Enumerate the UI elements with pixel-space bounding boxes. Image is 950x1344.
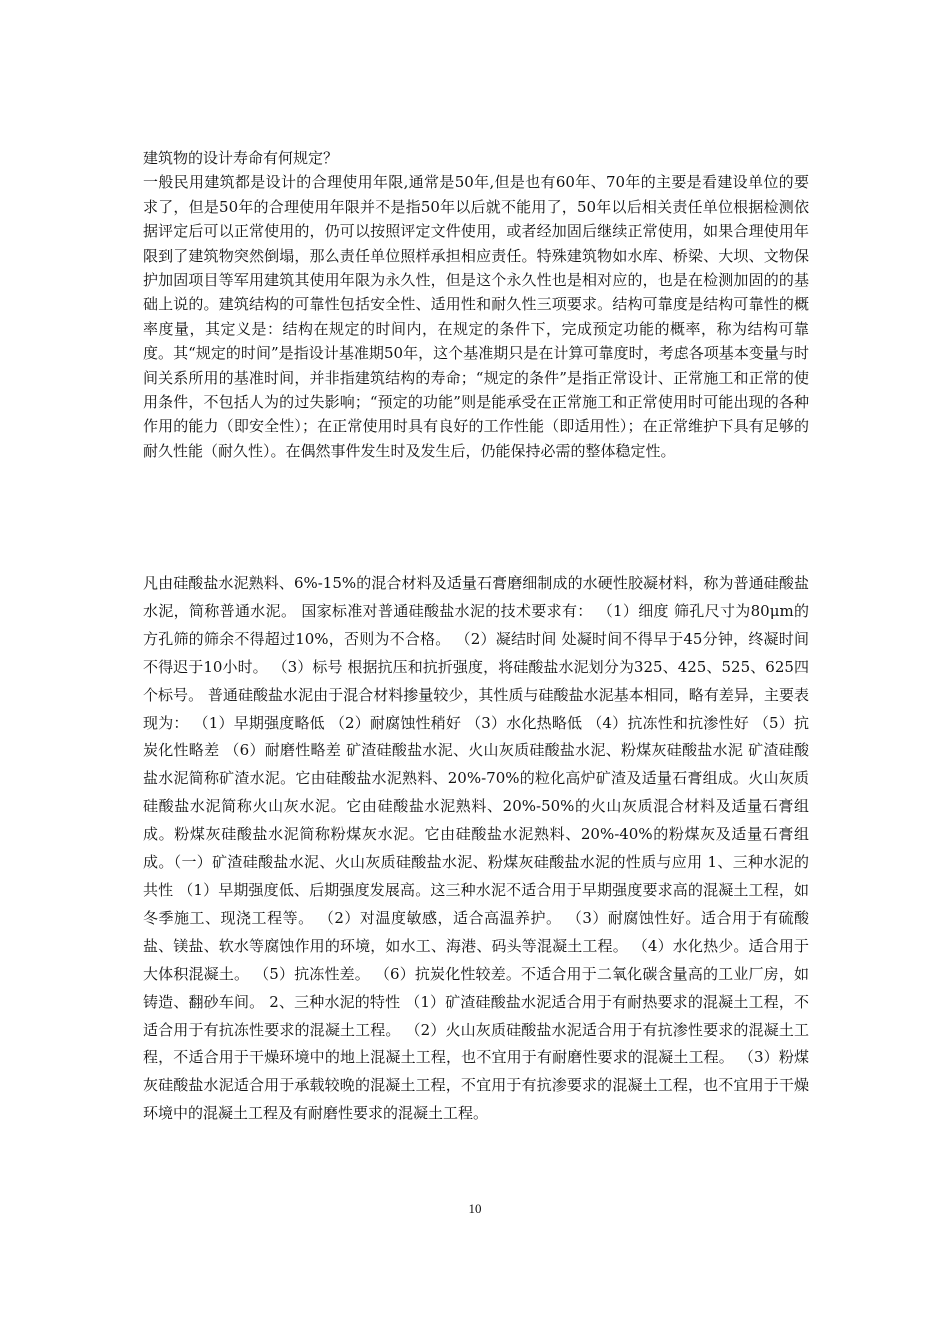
- question-heading: 建筑物的设计寿命有何规定？: [143, 149, 339, 167]
- cement-paragraph: 凡由硅酸盐水泥熟料、6%-15%的混合材料及适量石膏磨细制成的水硬性胶凝材料，称为普通硅酸盐水泥，简称普通水泥。 国家标准对普通硅酸盐水泥的技术要求有： （1）细度 筛孔尺寸为80μm的方孔筛的筛余不得超过10%，否则为不合格。 （2）凝结时间 处凝时间不得早于45分钟，终凝时间不得迟于10小时。 （3）标号 根据抗压和抗折强度，将硅酸盐水泥划分为325、425、525、625四个标号。 普通硅酸盐水泥由于混合材料掺量较少，其性质与硅酸盐水泥基本相同，略有差异，主要表现为： （1）早期强度略低 （2）耐腐蚀性稍好 （3）水化热略低 （4）抗冻性和抗渗性好 （5）抗炭化性略差 （6）耐磨性略差 矿渣硅酸盐水泥、火山灰质硅酸盐水泥、粉煤灰硅酸盐水泥 矿渣硅酸盐水泥简称矿渣水泥。它由硅酸盐水泥熟料、20%-70%的粒化高炉矿渣及适量石膏组成。火山灰质硅酸盐水泥简称火山灰水泥。它由硅酸盐水泥熟料、20%-50%的火山灰质混合材料及适量石膏组成。粉煤灰硅酸盐水泥简称粉煤灰水泥。它由硅酸盐水泥熟料、20%-40%的粉煤灰及适量石膏组成。（一）矿渣硅酸盐水泥、火山灰质硅酸盐水泥、粉煤灰硅酸盐水泥的性质与应用 1、三种水泥的共性 （1）早期强度低、后期强度发展高。这三种水泥不适合用于早期强度要求高的混凝土工程，如冬季施工、现浇工程等。 （2）对温度敏感，适合高温养护。 （3）耐腐蚀性好。适合用于有硫酸盐、镁盐、软水等腐蚀作用的环境，如水工、海港、码头等混凝土工程。 （4）水化热少。适合用于大体积混凝土。 （5）抗冻性差。 （6）抗炭化性较差。不适合用于二氧化碳含量高的工业厂房，如铸造、翻砂车间。 2、三种水泥的特性 （1）矿渣硅酸盐水泥适合用于有耐热要求的混凝土工程，不适合用于有抗冻性要求的混凝土工程。 （2）火山灰质硅酸盐水泥适合用于有抗渗性要求的混凝土工程，不适合用于干燥环境中的地上混凝土工程，也不宜用于有耐磨性要求的混凝土工程。 （3）粉煤灰硅酸盐水泥适合用于承载较晚的混凝土工程，不宜用于有抗渗要求的混凝土工程，也不宜用于干燥环境中的混凝土工程及有耐磨性要求的混凝土工程。: [143, 574, 809, 1123]
- page-number: 10: [468, 1201, 482, 1216]
- answer-paragraph: 一般民用建筑都是设计的合理使用年限,通常是50年,但是也有60年、70年的主要是看建设单位的要求了，但是50年的合理使用年限并不是指50年以后就不能用了，50年以后相关责任单位根据检测依据评定后可以正常使用的，仍可以按照评定文件使用，或者经加固后继续正常使用，如果合理使用年限到了建筑物突然倒塌，那么责任单位照样承担相应责任。特殊建筑物如水库、桥梁、大坝、文物保护加固项目等军用建筑其使用年限为永久性，但是这个永久性也是相对应的，也是在检测加固的的基础上说的。建筑结构的可靠性包括安全性、适用性和耐久性三项要求。结构可靠度是结构可靠性的概率度量，其定义是：结构在规定的时间内，在规定的条件下，完成预定功能的概率，称为结构可靠度。其“规定的时间”是指设计基准期50年，这个基准期只是在计算可靠度时，考虑各项基本变量与时间关系所用的基准时间，并非指建筑结构的寿命；“规定的条件”是指正常设计、正常施工和正常的使用条件，不包括人为的过失影响；“预定的功能”则是能承受在正常施工和正常使用时可能出现的各种作用的能力（即安全性）；在正常使用时具有良好的工作性能（即适用性）；在正常维护下具有足够的耐久性能（耐久性）。在偶然事件发生时及发生后，仍能保持必需的整体稳定性。: [143, 173, 809, 460]
- section-design-life: [143, 146, 809, 463]
- section-cement: [143, 570, 809, 1128]
